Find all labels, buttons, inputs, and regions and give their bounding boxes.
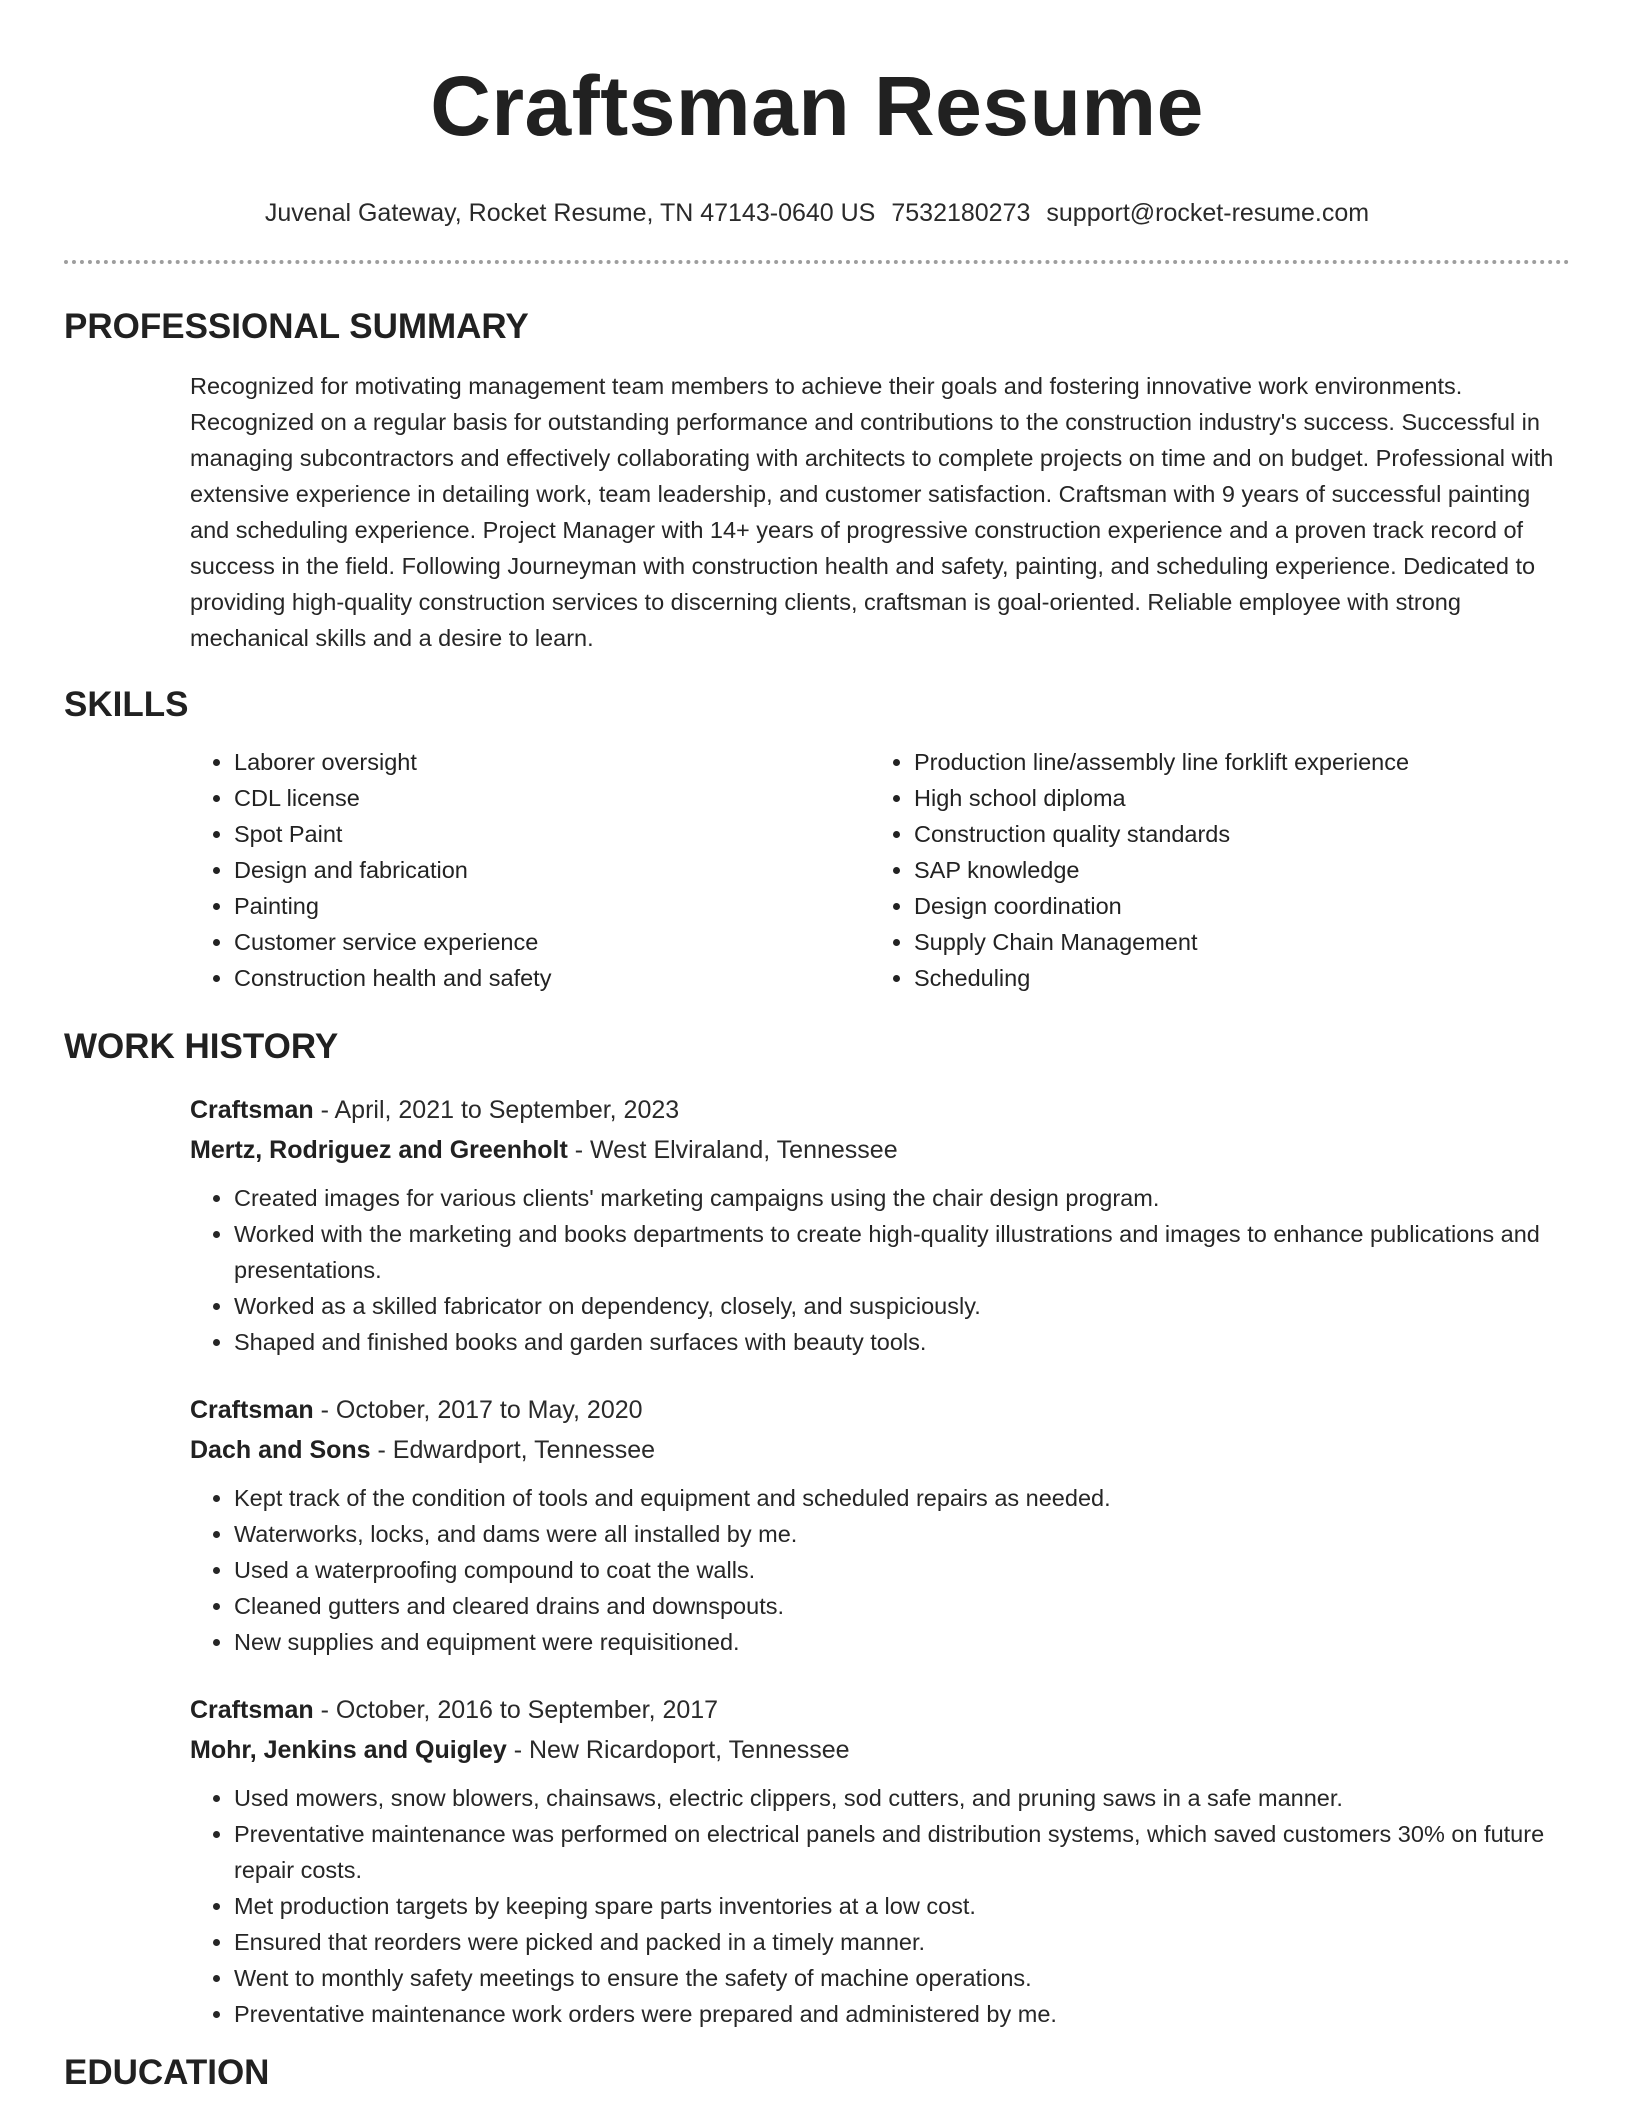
job-location: - Edwardport, Tennessee bbox=[370, 1436, 656, 1464]
job-bullet: • Used mowers, snow blowers, chainsaws, electric clippers, sod cutters, and pruning saws in a safe manner. bbox=[234, 1780, 1570, 1816]
contact-line bbox=[64, 198, 1570, 228]
skill-item: • Design coordination bbox=[914, 888, 1550, 924]
skills-section bbox=[190, 744, 1570, 996]
skills-grid bbox=[190, 744, 1570, 996]
job-bullet: • Shaped and finished books and garden surfaces with beauty tools. bbox=[234, 1324, 1570, 1360]
job-company: Dach and Sons bbox=[190, 1436, 371, 1464]
job-bullet: • Preventative maintenance was performed on electrical panels and distribution systems, which saved customers 30% on future repair costs. bbox=[234, 1816, 1570, 1888]
job-bullet: • Created images for various clients' marketing campaigns using the chair design program. bbox=[234, 1180, 1570, 1216]
job-location: - West Elviraland, Tennessee bbox=[567, 1136, 898, 1164]
job-bullet: • Cleaned gutters and cleared drains and downspouts. bbox=[234, 1588, 1570, 1624]
job-dates: - October, 2016 to September, 2017 bbox=[313, 1696, 719, 1724]
skill-item: • Production line/assembly line forklift experience bbox=[914, 744, 1550, 780]
skill-item: • High school diploma bbox=[914, 780, 1550, 816]
skill-item: • Laborer oversight bbox=[234, 744, 870, 780]
job-company: Mohr, Jenkins and Quigley bbox=[190, 1736, 507, 1764]
job-bullet: • Met production targets by keeping spare parts inventories at a low cost. bbox=[234, 1888, 1570, 1924]
contact-phone: 7532180273 bbox=[891, 199, 1031, 227]
job-bullet: • Used a waterproofing compound to coat the walls. bbox=[234, 1552, 1570, 1588]
job-role-line bbox=[190, 1690, 1570, 1730]
job-bullet: • Preventative maintenance work orders were prepared and administered by me. bbox=[234, 1996, 1570, 2032]
skill-item: • Construction quality standards bbox=[914, 816, 1550, 852]
job-role: Craftsman bbox=[190, 1396, 314, 1424]
job-bullets bbox=[190, 1180, 1570, 1360]
skills-list-left bbox=[190, 744, 870, 996]
job-bullets bbox=[190, 1480, 1570, 1660]
job-company-line bbox=[190, 1430, 1570, 1470]
job-bullet: • Ensured that reorders were picked and packed in a timely manner. bbox=[234, 1924, 1570, 1960]
job-bullet: • Kept track of the condition of tools and equipment and scheduled repairs as needed. bbox=[234, 1480, 1570, 1516]
contact-email: support@rocket-resume.com bbox=[1046, 199, 1370, 227]
job-company-line bbox=[190, 1730, 1570, 1770]
summary-heading: PROFESSIONAL SUMMARY bbox=[64, 307, 529, 346]
work-heading: WORK HISTORY bbox=[64, 1027, 339, 1066]
summary-section bbox=[190, 368, 1570, 656]
job-bullet: • Worked with the marketing and books departments to create high-quality illustrations and images to enhance publications and presentations. bbox=[234, 1216, 1570, 1288]
skill-item: • Design and fabrication bbox=[234, 852, 870, 888]
header-divider bbox=[64, 260, 1570, 264]
job-bullet: • Went to monthly safety meetings to ensure the safety of machine operations. bbox=[234, 1960, 1570, 1996]
job-role-line bbox=[190, 1090, 1570, 1130]
job-role: Craftsman bbox=[190, 1696, 314, 1724]
skill-item: • SAP knowledge bbox=[914, 852, 1550, 888]
work-section bbox=[190, 1090, 1570, 2032]
skill-item: • CDL license bbox=[234, 780, 870, 816]
job-company-line bbox=[190, 1130, 1570, 1170]
job-entry bbox=[190, 1690, 1570, 2032]
skills-list-right bbox=[870, 744, 1550, 996]
job-role: Craftsman bbox=[190, 1096, 314, 1124]
skill-item: • Painting bbox=[234, 888, 870, 924]
skill-item: • Supply Chain Management bbox=[914, 924, 1550, 960]
job-bullet: • New supplies and equipment were requisitioned. bbox=[234, 1624, 1570, 1660]
job-bullet: • Worked as a skilled fabricator on dependency, closely, and suspiciously. bbox=[234, 1288, 1570, 1324]
job-dates: - April, 2021 to September, 2023 bbox=[313, 1096, 680, 1124]
contact-address: Juvenal Gateway, Rocket Resume, TN 47143-0640 US bbox=[264, 199, 876, 227]
education-heading: EDUCATION bbox=[64, 2053, 270, 2092]
job-company: Mertz, Rodriguez and Greenholt bbox=[190, 1136, 568, 1164]
job-entry bbox=[190, 1090, 1570, 1360]
summary-text: Recognized for motivating management team members to achieve their goals and fostering innovative work environments. Recognized on a regular basis for outstanding performance and contributions to the construction industry's success. Successful in managing subcontractors and effectively collaborating with architects to complete projects on time and on budget. Professional with extensive experience in detailing work, team leadership, and customer satisfaction. Craftsman with 9 years of successful painting and scheduling experience. Project Manager with 14+ years of progressive construction experience and a proven track record of success in the field. Following Journeyman with construction health and safety, painting, and scheduling experience. Dedicated to providing high-quality construction services to discerning clients, craftsman is goal-oriented. Reliable employee with strong mechanical skills and a desire to learn. bbox=[190, 373, 1554, 651]
job-location: - New Ricardoport, Tennessee bbox=[506, 1736, 850, 1764]
skill-item: • Construction health and safety bbox=[234, 960, 870, 996]
job-bullets bbox=[190, 1780, 1570, 2032]
job-role-line bbox=[190, 1390, 1570, 1430]
skill-item: • Spot Paint bbox=[234, 816, 870, 852]
skill-item: • Scheduling bbox=[914, 960, 1550, 996]
job-dates: - October, 2017 to May, 2020 bbox=[313, 1396, 643, 1424]
skill-item: • Customer service experience bbox=[234, 924, 870, 960]
job-bullet: • Waterworks, locks, and dams were all installed by me. bbox=[234, 1516, 1570, 1552]
skills-heading: SKILLS bbox=[64, 685, 189, 724]
resume-title: Craftsman Resume bbox=[430, 59, 1204, 153]
job-entry bbox=[190, 1390, 1570, 1660]
resume-page bbox=[64, 0, 1570, 2094]
